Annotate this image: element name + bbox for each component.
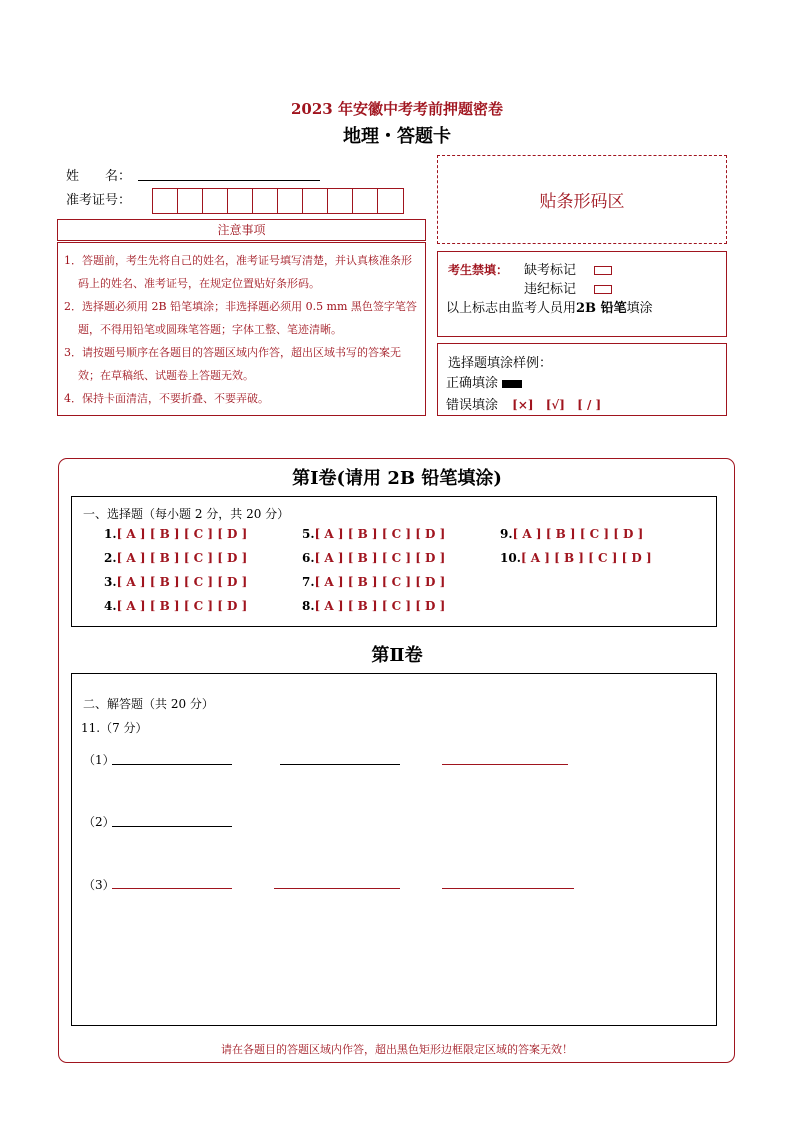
question-number: 8.	[302, 599, 315, 613]
notice-item: 4．保持卡面清洁，不要折叠、不要弄破。	[64, 392, 269, 405]
answer-line[interactable]	[442, 764, 568, 765]
question-options[interactable]: [ A ] [ B ] [ C ] [ D ]	[314, 527, 446, 541]
question-number: 3.	[104, 575, 117, 589]
choice-question[interactable]	[104, 575, 247, 589]
id-digit-box[interactable]	[228, 189, 253, 213]
exam-id-boxes[interactable]	[152, 188, 404, 214]
question-number: 5.	[302, 527, 315, 541]
id-digit-box[interactable]	[253, 189, 278, 213]
answer-line[interactable]	[112, 826, 232, 827]
absent-mark-row	[524, 259, 612, 278]
id-label: 准考证号：	[66, 193, 132, 208]
violation-mark-box[interactable]	[594, 285, 612, 294]
barcode-label: 贴条形码区	[539, 192, 625, 212]
id-digit-box[interactable]	[353, 189, 378, 213]
forbidden-note	[446, 297, 653, 316]
question-options[interactable]: [ A ] [ B ] [ C ] [ D ]	[116, 575, 248, 589]
choice-question[interactable]	[302, 599, 445, 613]
question-options[interactable]: [ A ] [ B ] [ C ] [ D ]	[520, 551, 652, 565]
exam-title: 2023 年安徽中考考前押题密卷	[291, 100, 503, 118]
absent-mark-box[interactable]	[594, 266, 612, 275]
question-options[interactable]: [ A ] [ B ] [ C ] [ D ]	[116, 599, 248, 613]
id-digit-box[interactable]	[203, 189, 228, 213]
choice-question[interactable]	[302, 527, 445, 541]
question-number: 4.	[104, 599, 117, 613]
wrong-example: [ / ]	[577, 398, 602, 412]
notice-item: 3．请按题号顺序在各题目的答题区域内作答，超出区域书写的答案无效；在草稿纸、试题卷上答题无效。	[64, 346, 401, 382]
question-number: 10.	[500, 551, 521, 565]
id-digit-box[interactable]	[328, 189, 353, 213]
name-field[interactable]	[138, 180, 320, 181]
answer-line[interactable]	[112, 888, 232, 889]
examiner-only-box	[437, 251, 727, 337]
wrong-example: [×]	[512, 398, 534, 412]
choice-section-title: 一、选择题（每小题 2 分，共 20 分）	[83, 507, 290, 521]
id-digit-box[interactable]	[278, 189, 303, 213]
wrong-fill-label: 错误填涂	[446, 398, 499, 413]
question-number: 9.	[500, 527, 513, 541]
wrong-fill-row	[446, 394, 601, 413]
forbidden-note-bold: 2B 铅笔	[576, 301, 627, 316]
question-options[interactable]: [ A ] [ B ] [ C ] [ D ]	[314, 575, 446, 589]
id-digit-box[interactable]	[303, 189, 328, 213]
choice-question[interactable]	[104, 599, 247, 613]
filled-block-icon	[502, 380, 522, 388]
fill-sample-box	[437, 343, 727, 416]
choice-question[interactable]	[302, 575, 445, 589]
question-number: 2.	[104, 551, 117, 565]
question-options[interactable]: [ A ] [ B ] [ C ] [ D ]	[116, 527, 248, 541]
notice-heading: 注意事项	[57, 219, 426, 241]
id-digit-box[interactable]	[153, 189, 178, 213]
forbidden-label: 考生禁填：	[448, 263, 509, 277]
question-options[interactable]: [ A ] [ B ] [ C ] [ D ]	[314, 551, 446, 565]
violation-mark-row	[524, 278, 612, 297]
part-label: （1）	[83, 753, 115, 767]
question-number: 1.	[104, 527, 117, 541]
choice-question[interactable]	[104, 527, 247, 541]
answer-line[interactable]	[274, 888, 400, 889]
answer-line[interactable]	[112, 764, 232, 765]
forbidden-note-suffix: 填涂	[626, 301, 653, 316]
footer-warning: 请在各题目的答题区域内作答，超出黑色矩形边框限定区域的答案无效！	[221, 1043, 573, 1056]
choice-question[interactable]	[302, 551, 445, 565]
id-digit-box[interactable]	[178, 189, 203, 213]
choice-question[interactable]	[104, 551, 247, 565]
volume1-title: 第Ⅰ卷(请用 2B 铅笔填涂)	[292, 468, 502, 489]
question-11-label: 11.（7 分）	[81, 721, 148, 735]
notice-item: 2．选择题必须用 2B 铅笔填涂；非选择题必须用 0.5 mm 黑色签字笔答题，不得用铅笔或圆珠笔答题；字体工整、笔迹清晰。	[64, 300, 417, 336]
violation-mark-label: 违纪标记	[524, 282, 577, 297]
choice-question[interactable]	[500, 551, 652, 565]
answer-line[interactable]	[280, 764, 400, 765]
volume2-title: 第Ⅱ卷	[371, 645, 423, 666]
notice-item: 1．答题前，考生先将自己的姓名，准考证号填写清楚，并认真核准条形码上的姓名、准考证号，在规定位置贴好条形码。	[64, 254, 412, 290]
correct-fill-label: 正确填涂	[446, 376, 499, 391]
part-label: （3）	[83, 878, 115, 892]
question-options[interactable]: [ A ] [ B ] [ C ] [ D ]	[512, 527, 644, 541]
free-response-box	[71, 673, 717, 1026]
question-options[interactable]: [ A ] [ B ] [ C ] [ D ]	[116, 551, 248, 565]
free-response-title: 二、解答题（共 20 分）	[83, 697, 214, 711]
name-label: 姓 名：	[66, 169, 132, 184]
forbidden-note-prefix: 以上标志由监考人员用	[446, 301, 577, 316]
sample-heading: 选择题填涂样例：	[448, 356, 553, 371]
choice-section-box	[71, 496, 717, 627]
question-options[interactable]: [ A ] [ B ] [ C ] [ D ]	[314, 599, 446, 613]
id-digit-box[interactable]	[378, 189, 403, 213]
question-number: 7.	[302, 575, 315, 589]
absent-mark-label: 缺考标记	[524, 263, 577, 278]
correct-fill-row	[446, 372, 522, 391]
choice-question[interactable]	[500, 527, 643, 541]
answer-sheet-subtitle: 地理・答题卡	[343, 126, 451, 147]
notice-box	[57, 242, 426, 416]
part-label: （2）	[83, 815, 115, 829]
answer-line[interactable]	[442, 888, 574, 889]
question-number: 6.	[302, 551, 315, 565]
wrong-example: [√]	[545, 398, 565, 412]
barcode-area	[437, 155, 727, 244]
